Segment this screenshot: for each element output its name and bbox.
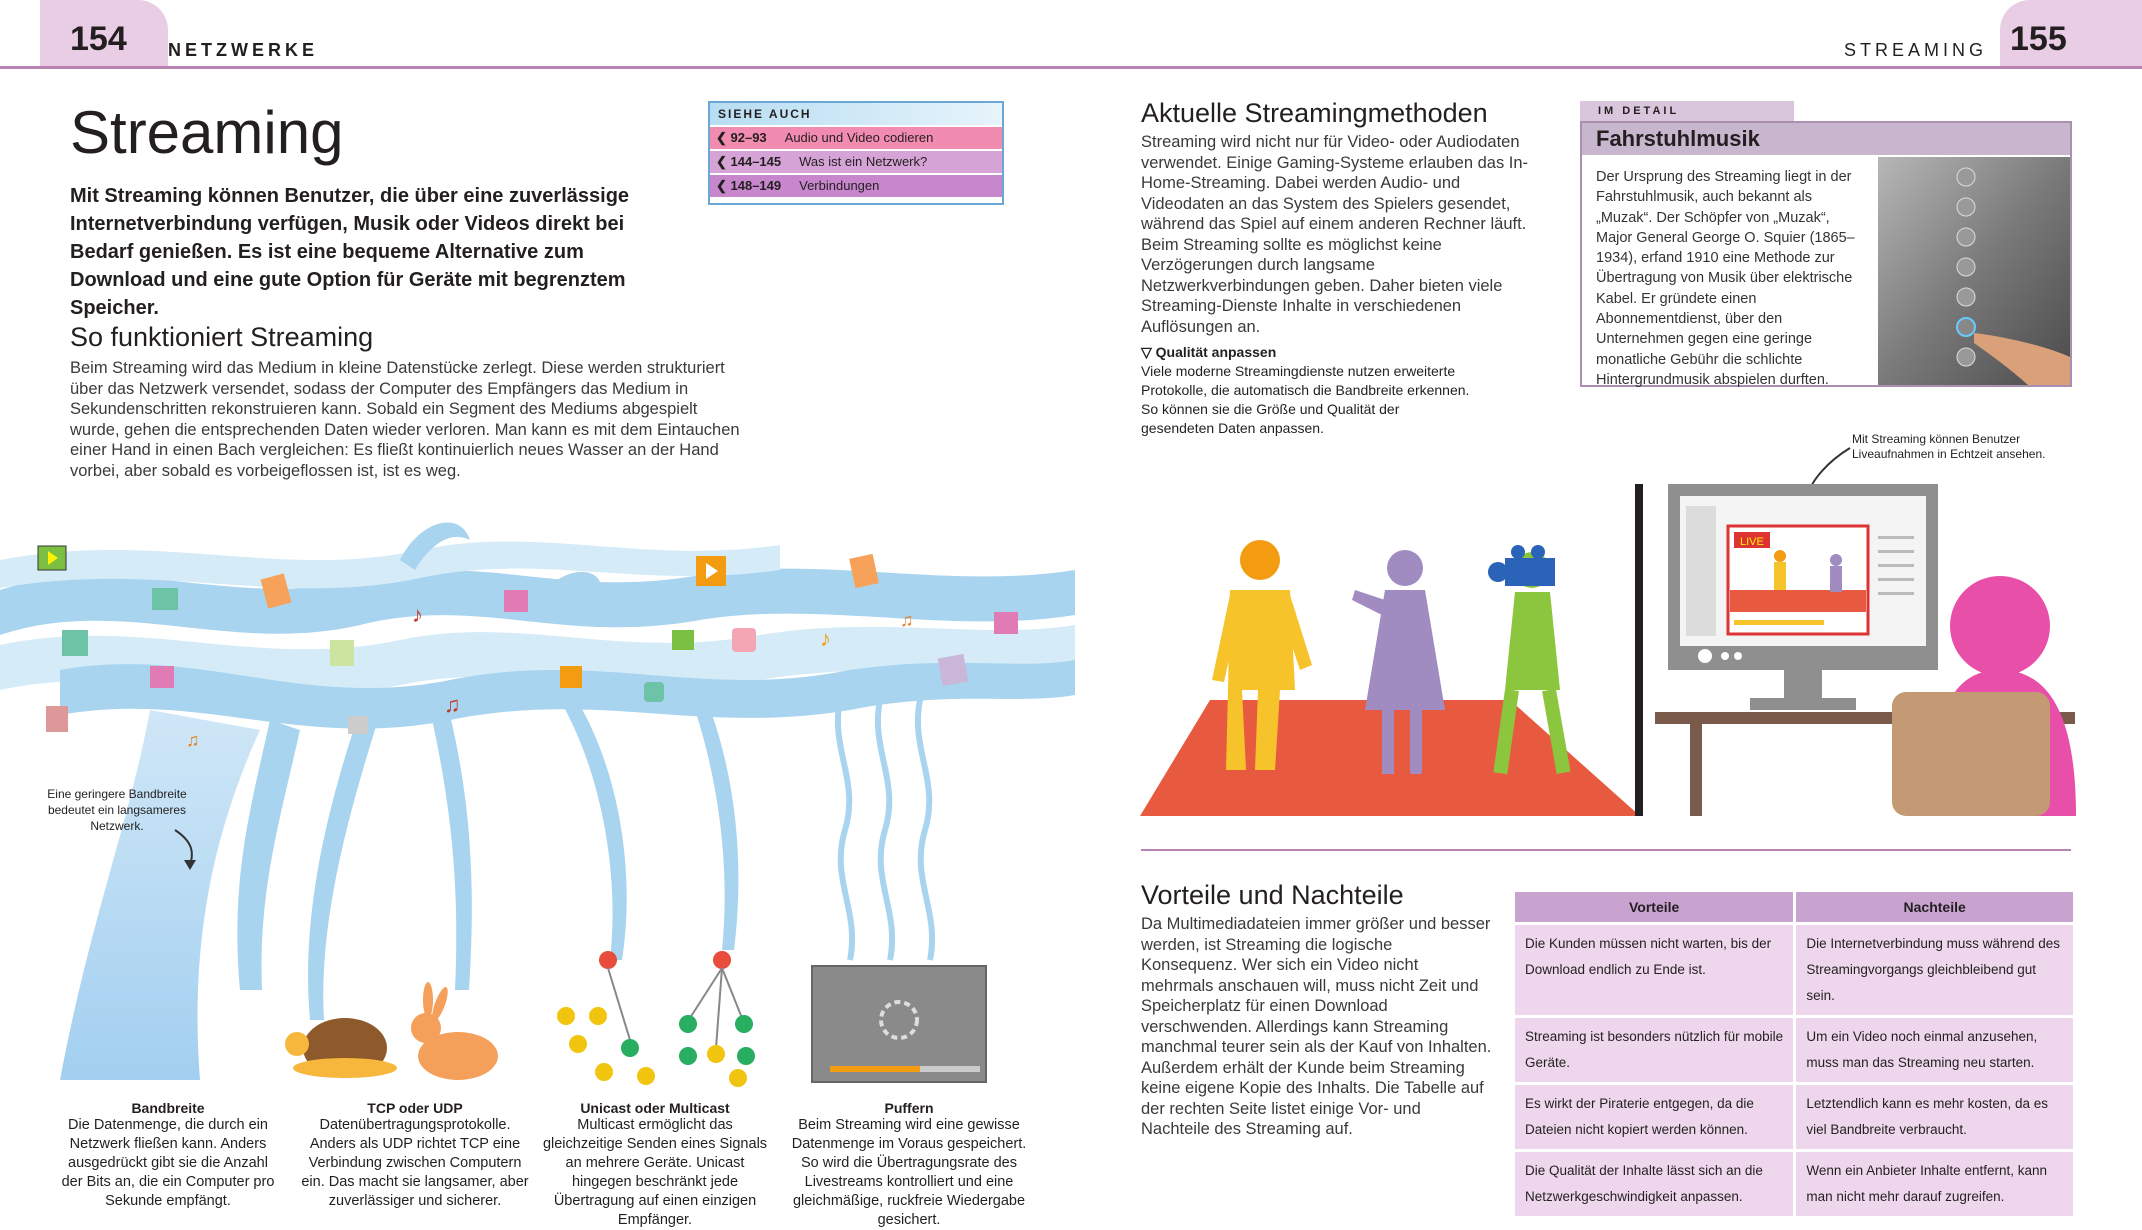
document-icon [46, 706, 68, 732]
how-text: Beim Streaming wird das Medium in kleine Datenstücke zerlegt. Diese werden strukturiert über das Netzwerk versendet, sodass der Computer des Empfängers das Medium in Sekundenschritten rekonstruieren kann. Sobald ein Segment des Mediums abgespielt wurde, gehen die entsprechenden Daten wieder verloren. Man kann es mit dem Eintauchen einer Hand in einen Bach vergleichen: Es fließt kontinuierlich neues Wasser an der Hand vorbei, aber sobald es vorbeigeflossen ist, ist es weg. [70, 359, 740, 480]
caption-text: Multicast ermöglicht das gleichzeitige Senden eines Signals an mehrere Geräte. Unicast hingegen beschränkt jede Übertragung auf einen einzigen Empfänger. [542, 1117, 768, 1228]
image-file-icon [150, 666, 174, 688]
image-file-icon [560, 666, 582, 688]
image-file-icon [994, 612, 1018, 634]
caption-text: Datenübertragungsprotokolle. Anders als UDP richtet TCP eine Verbindung zwischen Computern ein. Das macht sie langsamer, aber zuverlässiger und sicherer. [301, 1117, 529, 1209]
mini-person-icon [1774, 550, 1786, 562]
document-icon [938, 654, 968, 686]
caption-title: Unicast oder Multicast [580, 1100, 730, 1116]
divider-wall [1635, 484, 1643, 816]
caption-tcp-udp [300, 1100, 530, 1211]
pro-cell: Streaming ist besonders nützlich für mobile Geräte. [1515, 1018, 1793, 1082]
elevator-button-icon [1957, 288, 1975, 306]
mini-person-icon [1830, 554, 1842, 566]
left-page-number: 154 [70, 20, 127, 58]
image-file-icon [672, 630, 694, 650]
screen-list-line [1878, 550, 1914, 553]
chat-icon [644, 682, 664, 702]
quality-heading: ▽ Qualität anpassen [1141, 344, 1277, 360]
caption-title: Bandbreite [131, 1100, 205, 1116]
camera-reel-icon [1511, 545, 1525, 559]
bandwidth-stream [60, 710, 260, 1080]
buffer-wave [838, 700, 852, 960]
con-cell: Letztendlich kann es mehr kosten, da es viel Bandbreite verbraucht. [1796, 1085, 2073, 1149]
table-row [1515, 1085, 2073, 1149]
caption-title: Puffern [884, 1100, 934, 1116]
elevator-button-icon [1957, 198, 1975, 216]
see-also-heading: SIEHE AUCH [710, 103, 1002, 125]
caption-buffering [782, 1100, 1036, 1230]
right-page-number: 155 [2010, 20, 2067, 58]
elevator-button-icon [1957, 258, 1975, 276]
receiver-node [679, 1015, 697, 1033]
buffer-progress-fill [830, 1066, 920, 1072]
person-arm [1352, 590, 1385, 615]
turtle-head [285, 1032, 309, 1056]
person-body [1505, 592, 1560, 690]
udp-stream [430, 710, 472, 990]
music-file-icon [62, 630, 88, 656]
con-cell: Um ein Video noch einmal anzusehen, muss man das Streaming neu starten. [1796, 1018, 2073, 1082]
monitor-stand [1784, 670, 1822, 700]
elevator-button-icon [1957, 348, 1975, 366]
buffer-wave [878, 700, 892, 960]
video-scene-carpet [1730, 590, 1866, 612]
multicast-source-node [713, 951, 731, 969]
idle-node [589, 1007, 607, 1025]
receiver-node [707, 1045, 725, 1063]
image-file-icon [152, 588, 178, 610]
viewer-chair [1892, 692, 2050, 816]
unicast-stream [690, 695, 738, 950]
caption-bandwidth [58, 1100, 278, 1211]
pro-cell: Die Qualität der Inhalte lässt sich an die Netzwerkgeschwindigkeit anpassen. [1515, 1152, 1793, 1216]
caption-unicast-multicast [540, 1100, 770, 1230]
person-head [1240, 540, 1280, 580]
video-progress-fill [1734, 620, 1824, 625]
person-leg [1410, 710, 1422, 774]
rabbit-ear [423, 982, 433, 1018]
buffer-wave [918, 700, 932, 960]
table-row [1515, 1152, 2073, 1216]
screen-list-line [1878, 592, 1914, 595]
caption-text: Die Datenmenge, die durch ein Netzwerk fließen kann. Anders ausgedrückt gibt sie die Anzahl der Bits an, die ein Computer pro Sekunde empfängt. [61, 1117, 275, 1209]
detail-tab: IM DETAIL [1580, 101, 1794, 121]
idle-node [557, 1007, 575, 1025]
right-section-title: STREAMING [1844, 40, 1988, 60]
music-note-icon: ♫ [444, 692, 461, 717]
document-icon [330, 640, 354, 666]
video-file-icon [504, 590, 528, 612]
camera-lens-icon [1488, 562, 1508, 582]
methods-heading: Aktuelle Streamingmethoden [1141, 98, 1488, 128]
music-note-icon: ♫ [900, 610, 914, 630]
music-note-icon: ♪ [412, 602, 423, 627]
lead-paragraph: Mit Streaming können Benutzer, die über eine zuverlässige Internetverbindung verfügen, Musik oder Videos direkt bei Bedarf genießen. Es ist eine bequeme Alternative zum Download und eine gute Option für Geräte mit begrenztem Speicher. [70, 185, 630, 319]
pro-cell: Es wirkt der Piraterie entgegen, da die Dateien nicht kopiert werden können. [1515, 1085, 1793, 1149]
monitor-button-icon [1698, 649, 1712, 663]
screen-list-line [1878, 536, 1914, 539]
pro-cell: Die Kunden müssen nicht warten, bis der Download endlich zu Ende ist. [1515, 925, 1793, 1015]
person-leg [1382, 710, 1394, 774]
mini-person-icon [1774, 562, 1786, 590]
page-title: Streaming [70, 99, 344, 166]
con-cell: Die Internetverbindung muss während des Streamingvorgangs gleichbleibend gut sein. [1796, 925, 2073, 1015]
quality-text: Viele moderne Streamingdienste nutzen erweiterte Protokolle, die automatisch die Bandbreite erkennen. So können sie die Größe und Qualität der gesendeten Daten anpassen. [1141, 363, 1470, 436]
tcp-stream [308, 710, 378, 1020]
live-note: Mit Streaming können Benutzer Liveaufnahmen in Echtzeit ansehen. [1852, 432, 2046, 461]
monitor-button-icon [1734, 652, 1742, 660]
table-row [1515, 925, 2073, 1015]
monitor-base [1750, 698, 1856, 710]
buffer-screen [812, 966, 986, 1082]
column-header-cons: Nachteile [1796, 892, 2073, 922]
caption-text: Beim Streaming wird eine gewisse Datenmenge im Voraus gespeichert. So wird die Übertragungsrate des Livestreams kontrolliert und eine gleichmäßige, ruckfreie Wiedergabe gesichert. [791, 1117, 1027, 1228]
screen-list-line [1878, 564, 1914, 567]
idle-node [729, 1069, 747, 1087]
see-also-box [708, 101, 1004, 205]
desk-leg [1690, 724, 1702, 816]
mini-person-icon [1830, 566, 1842, 592]
idle-node [637, 1067, 655, 1085]
live-badge-label: LIVE [1740, 536, 1764, 548]
pros-cons-heading: Vorteile und Nachteile [1141, 880, 1404, 910]
table-row [1515, 1018, 2073, 1082]
detail-box [1580, 121, 2072, 387]
video-camera-icon [1505, 558, 1555, 586]
multicast-stream [560, 700, 627, 960]
receiver-node [735, 1015, 753, 1033]
elevator-button-icon [1957, 228, 1975, 246]
turtle-body [293, 1058, 397, 1078]
screen-list-line [1878, 578, 1914, 581]
receiver-node [737, 1047, 755, 1065]
camera-reel-icon [1531, 545, 1545, 559]
chat-icon [732, 628, 756, 652]
detail-heading: Fahrstuhlmusik [1582, 123, 2070, 155]
receiver-node [621, 1039, 639, 1057]
viewer-head [1950, 576, 2050, 676]
elevator-button-icon [1957, 318, 1975, 336]
detail-text: Der Ursprung des Streaming liegt in der Fahrstuhlmusik, auch bekannt als „Muzak“. Der Schöpfer von „Muzak“, Major General George O. Squier (1865–1934), erfand 1910 eine Methode zur Übertragung von Musik über elektrische Kabel. Er gründete einen Abonnementdienst, über den Unternehmen gegen eine geringe monatliche Gebühr die schlichte Hintergrundmusik abspielen durften. [1596, 169, 1855, 388]
elevator-button-icon [1957, 168, 1975, 186]
section-divider [1141, 849, 2071, 851]
see-also-item[interactable]: ❮ 144–145 Was ist ein Netzwerk? [710, 151, 1002, 173]
see-also-item[interactable]: ❮ 148–149 Verbindungen [710, 175, 1002, 197]
how-heading: So funktioniert Streaming [70, 322, 374, 352]
bandwidth-note: Eine geringere Bandbreite bedeutet ein langsameres Netzwerk. [47, 787, 187, 833]
pros-cons-text: Da Multimediadateien immer größer und besser werden, ist Streaming die logische Konsequenz. Wer sich ein Video nicht mehrmals anschauen will, muss nicht Zeit und Speicherplatz für einen Download verschwenden. Allerdings kann Streaming manchmal teurer sein als der Kauf von Inhalten. Außerdem erhält der Kunde beim Streaming keine eigene Kopie des Inhalts. Die Tabelle auf der rechten Seite listet einige Vor- und Nachteile des Streaming auf. [1141, 915, 1492, 1138]
column-header-pros: Vorteile [1515, 892, 1793, 922]
left-section-title: NETZWERKE [168, 40, 318, 60]
idle-node [569, 1035, 587, 1053]
con-cell: Wenn ein Anbieter Inhalte entfernt, kann man nicht mehr darauf zugreifen. [1796, 1152, 2073, 1216]
screen-sidebar [1686, 506, 1716, 636]
header-rule-left [0, 66, 1071, 69]
methods-text: Streaming wird nicht nur für Video- oder Audiodaten verwendet. Einige Gaming-Systeme erlauben das In-Home-Streaming. Dabei werden Audio- und Videodaten an das System des Spielers gesendet, während das Spiel auf einem anderen Rechner läuft. Beim Streaming sollte es möglichst keine Verzögerungen durch langsame Netzwerkverbindungen geben. Daher bieten viele Streaming-Dienste Inhalte in verschiedenen Auflösungen an. [1141, 133, 1529, 336]
video-file-icon [348, 716, 368, 734]
pros-cons-table [1512, 889, 2076, 1219]
music-note-icon: ♫ [186, 730, 200, 750]
unicast-source-node [599, 951, 617, 969]
live-scene-illustration [1130, 440, 2076, 820]
monitor-button-icon [1721, 652, 1729, 660]
see-also-item[interactable]: ❮ 92–93 Audio und Video codieren [710, 127, 1002, 149]
person-head [1387, 550, 1423, 586]
header-rule-right [1071, 66, 2142, 69]
elevator-photo [1878, 157, 2070, 385]
receiver-node [679, 1047, 697, 1065]
music-note-icon: ♪ [820, 626, 831, 651]
caption-title: TCP oder UDP [367, 1100, 463, 1116]
idle-node [595, 1063, 613, 1081]
